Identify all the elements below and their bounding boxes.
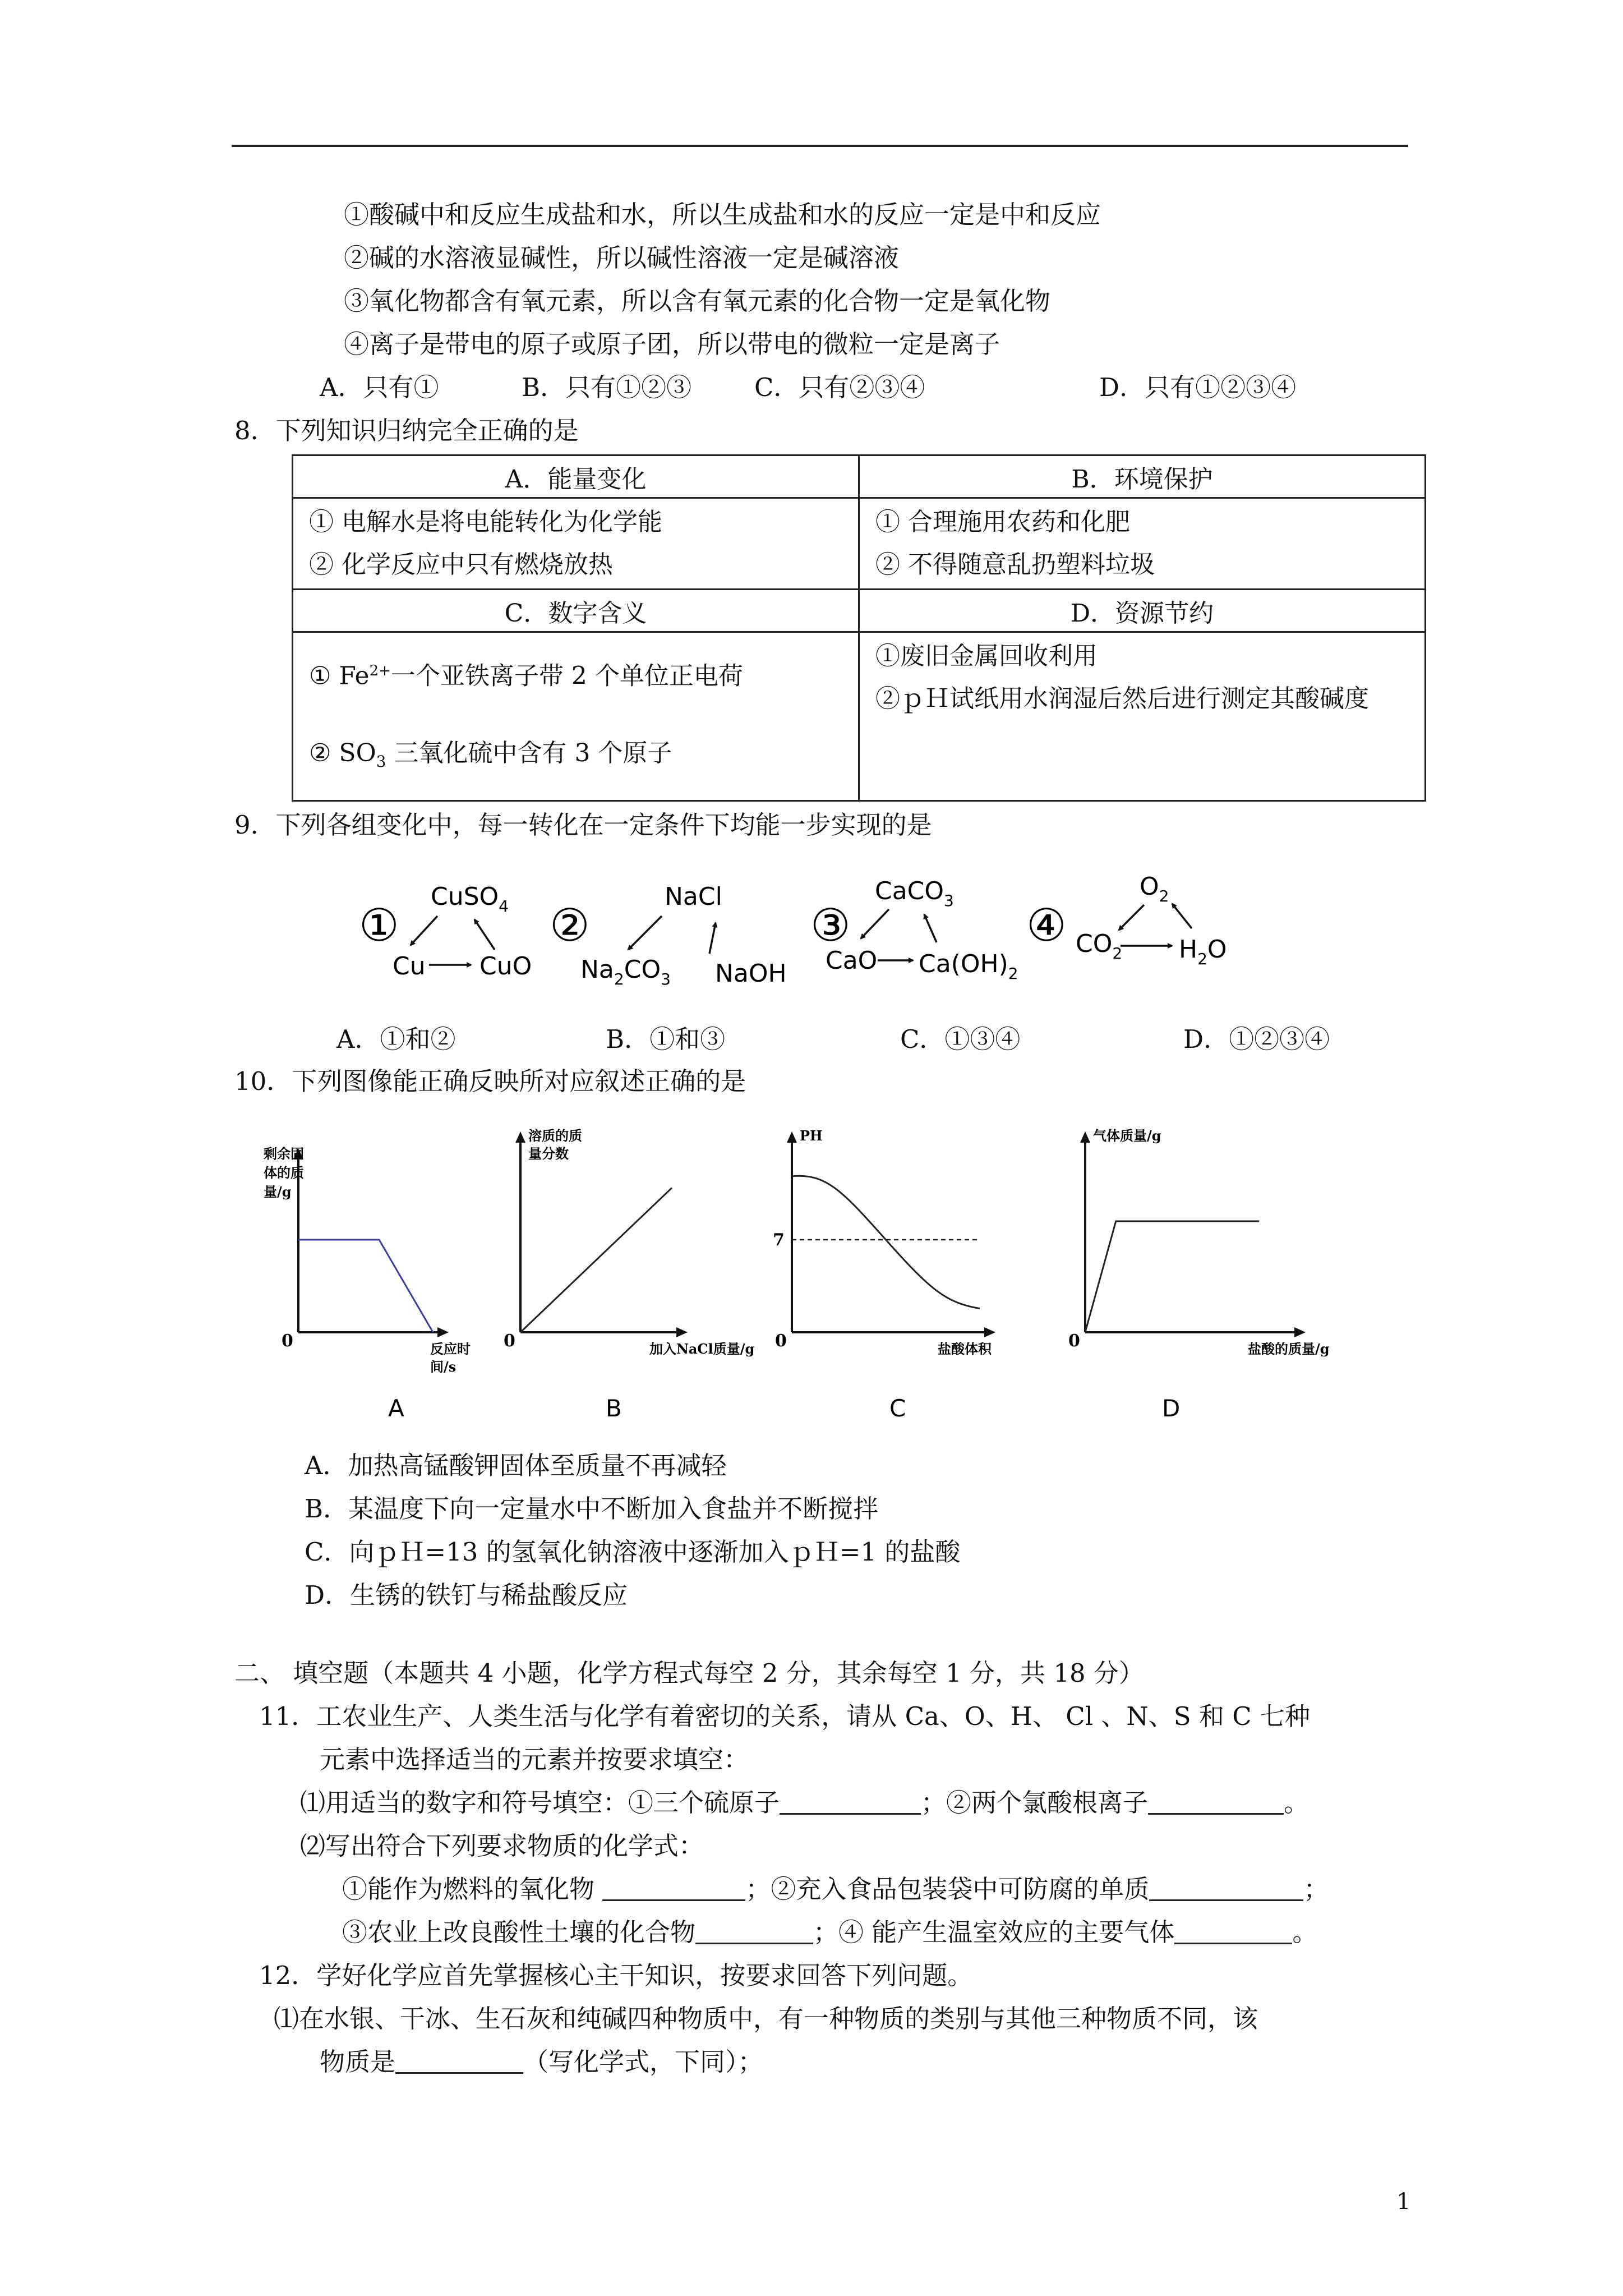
- q7-item-1: ①酸碱中和反应生成盐和水，所以生成盐和水的反应一定是中和反应: [344, 200, 1101, 229]
- x-axis-arrow: [676, 1327, 688, 1337]
- y-axis-label: 溶质的质: [528, 1128, 582, 1144]
- q11-line-2: 元素中选择适当的元素并按要求填空：: [320, 1745, 749, 1774]
- q9-option-b: B．①和③: [606, 1024, 726, 1054]
- q8-knowledge-table: [292, 454, 1426, 802]
- q8-a-item-1: ① 电解水是将电能转化为化学能: [309, 508, 662, 536]
- q11-part-1: ⑴用适当的数字和符号填空：①三个硫原子 ；②两个氯酸根离子 。: [300, 1788, 1310, 1818]
- origin-label: 0: [1068, 1331, 1080, 1351]
- arrow: [628, 916, 662, 950]
- y-axis-arrow: [787, 1131, 797, 1143]
- arrow: [1119, 905, 1144, 930]
- q8-c-item-1: ① $Fe^{2+}$一个亚铁离子带 2 个单位正电荷: [309, 661, 743, 691]
- compound-left: $Na_2CO_3$: [580, 955, 671, 988]
- compound-left: CaO: [826, 946, 878, 975]
- q10-option-b: B．某温度下向一定量水中不断加入食盐并不断搅拌: [305, 1494, 879, 1524]
- q8-a-heading: A．能量变化: [293, 455, 859, 498]
- compound-top: CaCO$_3$: [875, 877, 954, 910]
- compound-top: CuSO$_4$: [431, 882, 509, 915]
- q10-option-c: C．向ｐＨ=13 的氢氧化钠溶液中逐渐加入ｐＨ=1 的盐酸: [305, 1537, 961, 1567]
- group-number: ①: [359, 899, 399, 951]
- page-number: 1: [1396, 2189, 1411, 2215]
- compound-right: CuO: [479, 952, 532, 981]
- answer-blank[interactable]: [695, 1920, 813, 1944]
- q8-b-cell: [859, 498, 1426, 590]
- q12-part-1-line-1: ⑴在水银、干冰、生石灰和纯碱四种物质中，有一种物质的类别与其他三种物质不同，该: [274, 2004, 1258, 2033]
- q9-group-1: [359, 882, 532, 981]
- q7-option-c: C．只有②③④: [754, 372, 925, 402]
- q8-a-cell: [293, 498, 859, 590]
- answer-blank[interactable]: [1174, 1920, 1292, 1944]
- q9-option-a: A．①和②: [336, 1024, 456, 1054]
- q12-part-1-line-2: 物质是 （写化学式，下同）；: [320, 2047, 763, 2077]
- q10-stem: 10．下列图像能正确反映所对应叙述正确的是: [234, 1066, 746, 1096]
- q8-b-item-2: ② 不得随意乱扔塑料垃圾: [875, 550, 1155, 579]
- q7-item-4: ④离子是带电的原子或原子团，所以带电的微粒一定是离子: [344, 329, 1000, 359]
- arrow: [709, 923, 716, 954]
- q8-d-cell: [859, 632, 1426, 801]
- q12-line-1: 12．学好化学应首先掌握核心主干知识，按要求回答下列问题。: [259, 1961, 973, 1990]
- y-axis-label: 量分数: [528, 1145, 569, 1162]
- x-axis-label: 盐酸的质量/g: [1248, 1341, 1330, 1357]
- q11-part-2: ⑵写出符合下列要求物质的化学式：: [300, 1831, 704, 1861]
- y-axis-arrow: [1080, 1131, 1090, 1143]
- q8-a-item-2: ② 化学反应中只有燃烧放热: [309, 550, 613, 579]
- q9-conversion-diagrams: [336, 872, 1380, 1001]
- group-number: ②: [550, 899, 590, 951]
- x-axis-label: 间/s: [430, 1359, 457, 1375]
- group-number: ④: [1026, 899, 1067, 951]
- arrow: [1172, 904, 1192, 928]
- arrow: [861, 909, 889, 938]
- q9-group-3: [810, 877, 1018, 983]
- group-number: ③: [810, 899, 851, 951]
- q9-group-2: [550, 882, 787, 988]
- q9-option-d: D．①②③④: [1183, 1024, 1330, 1054]
- q8-c-heading: C．数字含义: [293, 590, 859, 632]
- reference-line-label: 7: [773, 1230, 785, 1250]
- q10-option-d: D．生锈的铁钉与稀盐酸反应: [305, 1580, 628, 1610]
- q7-item-3: ③氧化物都含有氧元素，所以含有氧元素的化合物一定是氧化物: [344, 286, 1051, 316]
- compound-left: Cu: [393, 952, 426, 981]
- origin-label: 0: [282, 1331, 293, 1351]
- chart-panel-label: B: [606, 1395, 622, 1422]
- answer-blank[interactable]: [780, 1791, 921, 1815]
- arrow: [924, 914, 937, 942]
- compound-right: NaOH: [715, 959, 787, 988]
- q9-stem: 9．下列各组变化中，每一转化在一定条件下均能一步实现的是: [234, 810, 932, 840]
- answer-blank[interactable]: [1149, 1877, 1303, 1901]
- compound-right: $Ca(OH)_2$: [919, 950, 1018, 983]
- x-axis-label: 加入NaCl质量/g: [649, 1341, 755, 1357]
- q9-group-4: [1026, 872, 1227, 968]
- q7-option-a: A．只有①: [320, 372, 439, 402]
- x-axis-label: 反应时: [430, 1341, 471, 1357]
- q8-stem: 8．下列知识归纳完全正确的是: [234, 416, 579, 445]
- compound-right: $H_2O$: [1179, 935, 1227, 968]
- chart-panel-label: A: [388, 1395, 404, 1422]
- q8-b-item-1: ① 合理施用农药和化肥: [875, 508, 1130, 536]
- header-rule: [232, 145, 1408, 147]
- answer-blank[interactable]: [395, 2050, 523, 2074]
- arrow: [474, 919, 495, 950]
- y-axis-arrow: [515, 1131, 525, 1143]
- series-line: [298, 1240, 433, 1332]
- answer-blank[interactable]: [1148, 1791, 1284, 1815]
- q9-option-c: C．①③④: [900, 1024, 1021, 1054]
- q7-option-d: D．只有①②③④: [1099, 372, 1297, 402]
- x-axis-arrow: [437, 1327, 449, 1337]
- compound-top: $O_2$: [1140, 872, 1169, 905]
- q8-d-item-1: ①废旧金属回收利用: [875, 642, 1098, 670]
- y-axis-label: 剩余固: [264, 1145, 304, 1162]
- answer-blank[interactable]: [602, 1877, 745, 1901]
- q8-d-heading: D．资源节约: [859, 590, 1426, 632]
- q10-charts: [258, 1114, 1380, 1461]
- y-axis-label: 量/g: [264, 1184, 292, 1200]
- series-line: [1085, 1221, 1259, 1332]
- x-axis-arrow: [1294, 1327, 1306, 1337]
- compound-left: $CO_2$: [1076, 930, 1123, 963]
- compound-top: NaCl: [665, 882, 722, 911]
- q11-line-1: 11．工农业生产、人类生活与化学有着密切的关系，请从 Ca、O、H、 Cl 、N、S 和 C 七种: [259, 1701, 1310, 1731]
- origin-label: 0: [775, 1331, 787, 1351]
- q8-d-item-2: ②ｐＨ试纸用水润湿后然后进行测定其酸碱度: [875, 684, 1369, 713]
- x-axis-arrow: [984, 1327, 995, 1337]
- q11-part-2-line-2: ③农业上改良酸性土壤的化合物 ；④ 能产生温室效应的主要气体 。: [342, 1917, 1318, 1947]
- ion-charge: 2+: [369, 662, 391, 679]
- series-line: [520, 1188, 672, 1332]
- chart-panel-label: C: [889, 1395, 906, 1422]
- section-2-heading: 二、 填空题（本题共 4 小题，化学方程式每空 2 分，其余每空 1 分，共 18 分）: [234, 1658, 1144, 1688]
- q10-option-a: A．加热高锰酸钾固体至质量不再减轻: [305, 1451, 727, 1480]
- q8-c-cell: [293, 632, 859, 801]
- arrow: [411, 916, 437, 945]
- q7-option-b: B．只有①②③: [522, 372, 692, 402]
- y-axis-label: 气体质量/g: [1093, 1128, 1161, 1144]
- y-axis-label: PH: [800, 1128, 823, 1144]
- y-axis-label: 体的质: [264, 1165, 304, 1181]
- series-line: [792, 1176, 980, 1308]
- x-axis-label: 盐酸体积: [938, 1341, 992, 1357]
- chart-panel-label: D: [1162, 1395, 1181, 1422]
- q11-part-2-line-1: ①能作为燃料的氧化物 ；②充入食品包装袋中可防腐的单质 ；: [342, 1874, 1329, 1904]
- q8-c-item-2: ② $SO_3$ 三氧化硫中含有 3 个原子: [309, 739, 672, 771]
- q8-b-heading: B．环境保护: [859, 455, 1426, 498]
- q7-item-2: ②碱的水溶液显碱性，所以碱性溶液一定是碱溶液: [344, 243, 900, 273]
- origin-label: 0: [504, 1331, 515, 1351]
